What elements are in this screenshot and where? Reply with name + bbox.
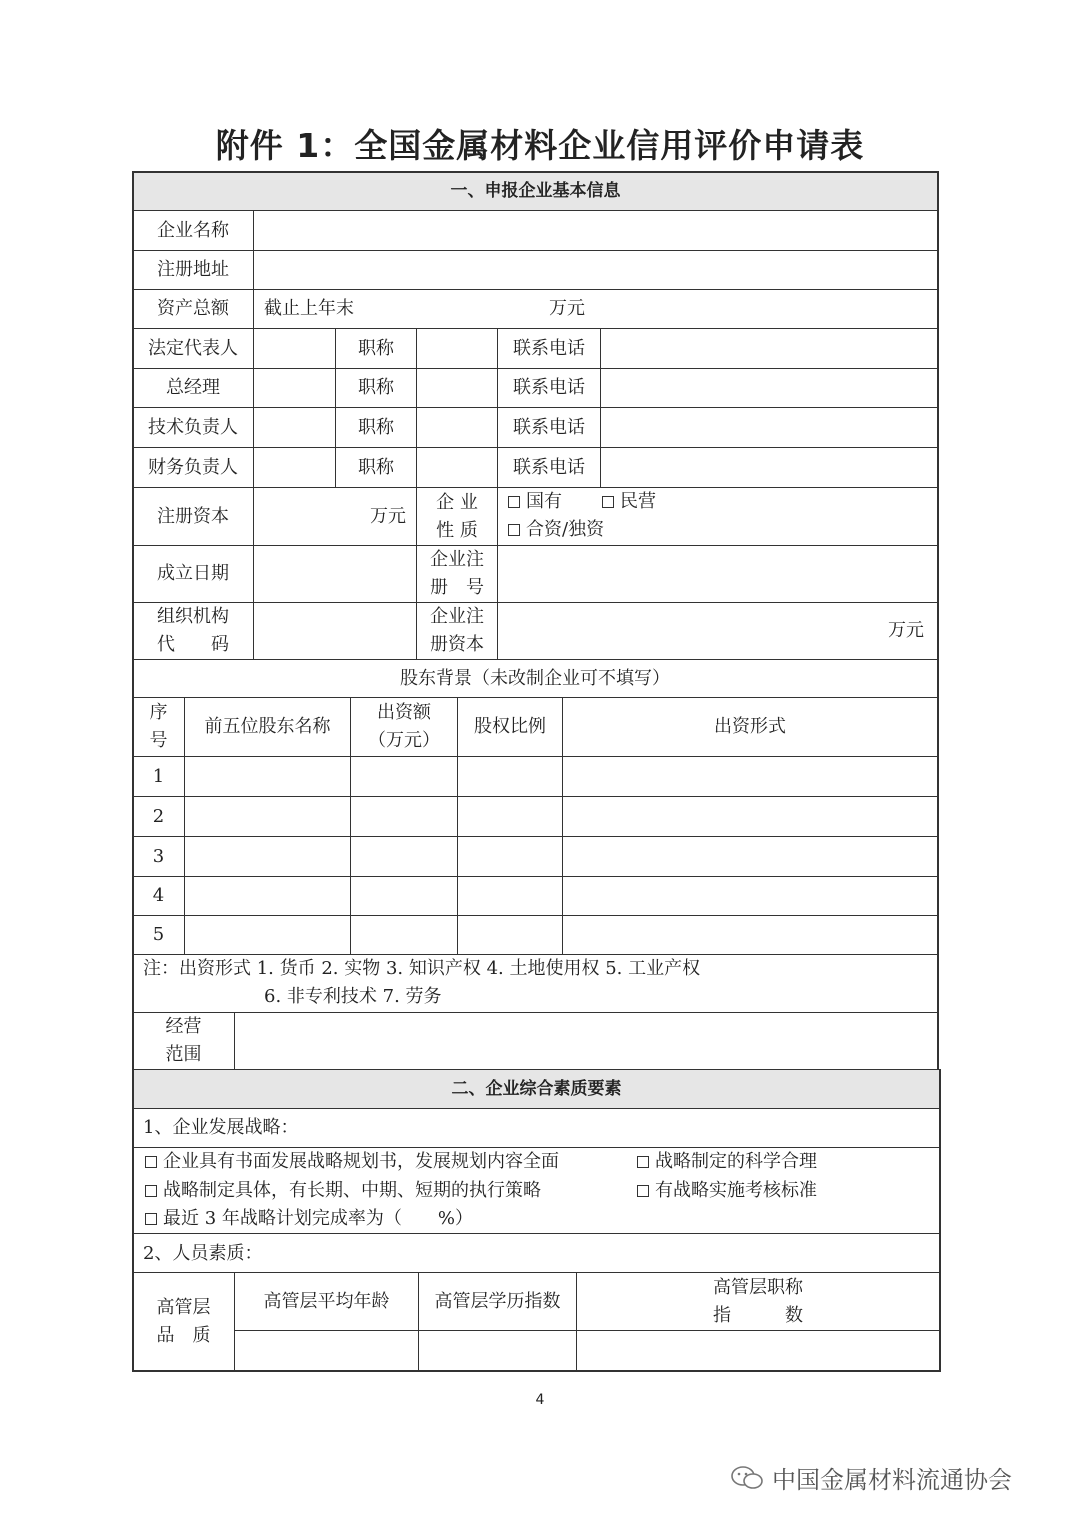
nature-label-line1: 企 业 [436,491,478,513]
nature-option-jv[interactable]: 合资/独资 [508,516,604,544]
people-title-label: 职称 [358,337,394,359]
scope-field[interactable] [235,1013,937,1069]
reg-cap2-label [417,603,497,659]
document-title: 附件 1：全国金属材料企业信用评价申请表 [215,126,865,165]
people-phone-label: 联系电话 [513,416,585,438]
note-line2: 6. 非专利技术 7. 劳务 [264,986,442,1007]
sh-row-no: 4 [152,885,165,906]
watermark-text: 中国金属材料流通协会 [772,1466,1012,1494]
nature-option-private[interactable]: 民营 [602,488,656,516]
shareholder-heading: 股东背景（未改制企业可不填写） [400,667,670,689]
sh-row-no: 3 [152,845,165,867]
company-name-field[interactable] [254,211,937,250]
strategy-option[interactable]: 战略制定具体，有长期、中期、短期的执行策略 [145,1177,541,1205]
wechat-icon [730,1465,764,1491]
reg-address-label: 注册地址 [157,259,229,280]
mgmt-age-label: 高管层平均年龄 [263,1290,390,1312]
strategy-heading: 1、企业发展战略： [143,1117,299,1138]
section1-heading: 一、申报企业基本信息 [450,181,621,201]
org-code-line1: 组织机构 [157,606,229,627]
checkbox-icon [145,1156,157,1168]
company-name-label: 企业名称 [157,219,229,241]
people-phone-label: 联系电话 [513,456,585,478]
nature-label [417,488,497,545]
scope-label: 经营 范围 [165,1016,202,1065]
people-role: 法定代表人 [148,337,238,359]
org-code-line2: 代 码 [157,634,229,655]
note-line1: 注：出资形式 1. 货币 2. 实物 3. 知识产权 4. 土地使用权 5. 工业产权 [143,958,701,979]
org-code-label [133,603,253,659]
reg-capital-label: 注册资本 [157,505,229,527]
staff-heading: 2、人员素质： [143,1243,263,1264]
strategy-option[interactable]: 有战略实施考核标准 [637,1177,817,1205]
nature-label-line2: 性 质 [436,519,478,541]
reg-no-line2: 册 号 [430,577,484,598]
total-assets-label: 资产总额 [157,298,229,319]
reg-cap2-unit: 万元 [888,620,924,641]
people-role: 总经理 [166,377,220,398]
people-role: 财务负责人 [148,456,238,478]
checkbox-icon [145,1213,157,1225]
sh-header-no: 序 号 [149,702,168,751]
found-date-label: 成立日期 [157,563,229,584]
page-number: 4 [535,1392,545,1408]
nature-option-state[interactable]: 国有 [508,488,562,516]
checkbox-icon [637,1185,649,1197]
people-title-label: 职称 [358,377,394,398]
checkbox-icon [508,496,520,508]
checkbox-icon [508,524,520,536]
reg-no-label [417,546,497,602]
people-phone-label: 联系电话 [513,377,585,398]
reg-address-field[interactable] [254,251,937,289]
mgmt-title-label: 高管层职称 指 数 [713,1276,803,1326]
people-phone-label: 联系电话 [513,337,585,359]
checkbox-icon [602,496,614,508]
assets-prefix: 截止上年末 [264,298,354,319]
watermark [730,1460,1012,1495]
sh-row-no: 1 [152,765,165,787]
strategy-option[interactable]: 战略制定的科学合理 [637,1148,817,1176]
mgmt-edu-label: 高管层学历指数 [434,1290,561,1312]
checkbox-icon [637,1156,649,1168]
sh-header-amount: 出资额 （万元） [368,702,440,751]
checkbox-icon [145,1185,157,1197]
sh-header-ratio: 股权比例 [474,716,546,737]
reg-no-line1: 企业注 [430,549,484,570]
assets-unit: 万元 [549,298,585,319]
sh-row-no: 2 [152,805,165,827]
people-title-label: 职称 [358,416,394,438]
strategy-option[interactable]: 最近 3 年战略计划完成率为（ %） [145,1205,473,1233]
people-role: 技术负责人 [148,416,238,438]
sh-header-name: 前五位股东名称 [204,716,331,737]
sh-header-form: 出资形式 [714,716,786,737]
strategy-option[interactable]: 企业具有书面发展战略规划书，发展规划内容全面 [145,1148,559,1176]
sh-row-no: 5 [152,924,165,945]
mgmt-label: 高管层 品 质 [156,1296,211,1346]
reg-cap2-line2: 册资本 [430,634,484,655]
people-title-label: 职称 [358,456,394,478]
reg-capital-unit: 万元 [370,505,406,527]
reg-cap2-line1: 企业注 [430,606,484,627]
section2-heading: 二、企业综合素质要素 [451,1079,622,1099]
